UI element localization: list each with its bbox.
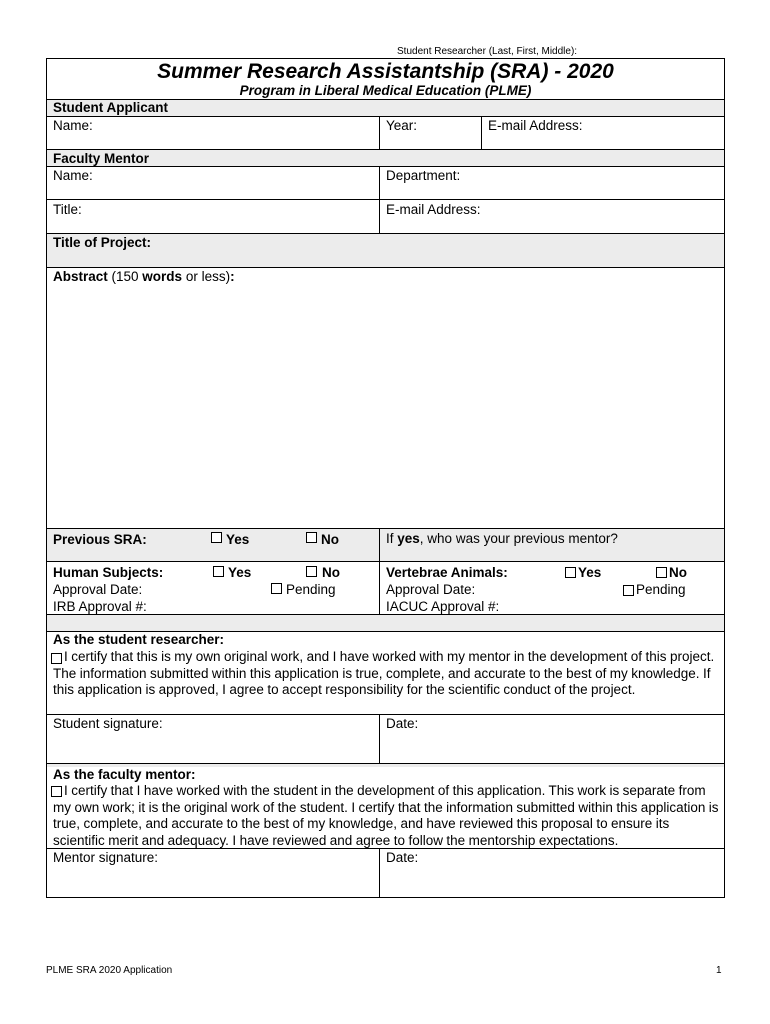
abstract-end: or less) — [182, 269, 231, 284]
student-section-heading: Student Applicant — [53, 100, 168, 115]
student-researcher-label: Student Researcher (Last, First, Middle): — [397, 46, 578, 57]
mentor-signature-label: Mentor signature: — [53, 850, 159, 865]
project-title-label: Title of Project: — [53, 235, 152, 250]
footer-left: PLME SRA 2020 Application — [46, 965, 173, 976]
abstract-colon: : — [230, 269, 235, 284]
previous-yes-checkbox[interactable] — [211, 532, 222, 543]
abstract-words: words — [142, 269, 183, 284]
student-cert-heading: As the student researcher: — [53, 632, 225, 647]
mentor-cert-text: I certify that I have worked with the student in the development of this application. This work is separate from my own work; it is the original work of the student. I certify that the information submitted within this application is true, complete, and accurate to the best of my knowledge, and have reviewed this proposal to ensure its scientific merit and adequacy. I have reviewed and agree to follow the mentorship expectations. — [53, 783, 719, 848]
vertebrate-no-checkbox[interactable] — [656, 567, 667, 578]
previous-mentor-question — [386, 531, 618, 547]
student-name-label: Name: — [53, 118, 93, 133]
vertebrate-yes-checkbox[interactable] — [565, 567, 576, 578]
human-no-label: No — [322, 565, 340, 580]
mentor-date-label: Date: — [386, 850, 419, 865]
human-yes-checkbox[interactable] — [213, 566, 224, 577]
vertebrate-approval-date-label: Approval Date: — [386, 582, 476, 597]
previous-yes-label: Yes — [226, 532, 250, 547]
vertebrate-pending-checkbox[interactable] — [623, 585, 634, 596]
question-pre: If — [386, 531, 398, 546]
student-year-label: Year: — [386, 118, 418, 133]
human-pending-label: Pending — [286, 582, 336, 597]
faculty-email-label: E-mail Address: — [386, 202, 481, 217]
abstract-mid: (150 — [107, 269, 143, 284]
human-approval-date-label: Approval Date: — [53, 582, 143, 597]
irb-approval-label: IRB Approval #: — [53, 599, 147, 614]
abstract-bold: Abstract — [53, 269, 108, 284]
faculty-title-label: Title: — [53, 202, 82, 217]
faculty-name-label: Name: — [53, 168, 93, 183]
form-subtitle: Program in Liberal Medical Education (PLME) — [239, 83, 532, 98]
vertebrate-no-label: No — [669, 565, 687, 580]
human-subjects-label: Human Subjects: — [53, 565, 164, 580]
form-title: Summer Research Assistantship (SRA) - 2020 — [157, 60, 614, 83]
faculty-section-heading: Faculty Mentor — [53, 151, 150, 166]
vertebrate-animals-label: Vertebrae Animals: — [386, 565, 508, 580]
question-post: , who was your previous mentor? — [419, 531, 618, 546]
vertebrate-pending-label: Pending — [636, 582, 686, 597]
iacuc-approval-label: IACUC Approval #: — [386, 599, 500, 614]
student-cert-text: I certify that this is my own original work, and I have worked with my mentor in the development of this project. The information submitted within this application is true, complete, and accurate to the best of my knowledge. If this application is approved, I agree to accept responsibility for the scientific conduct of the project. — [53, 649, 715, 698]
abstract-label — [53, 269, 235, 285]
student-signature-label: Student signature: — [53, 716, 163, 731]
student-email-label: E-mail Address: — [488, 118, 583, 133]
human-yes-label: Yes — [228, 565, 252, 580]
previous-no-checkbox[interactable] — [306, 532, 317, 543]
previous-sra-label: Previous SRA: — [53, 532, 147, 547]
spacer-band — [47, 615, 724, 631]
question-yes: yes — [397, 531, 420, 546]
page-number: 1 — [716, 965, 722, 976]
faculty-department-label: Department: — [386, 168, 461, 183]
previous-no-label: No — [321, 532, 339, 547]
mentor-cert-heading: As the faculty mentor: — [53, 767, 196, 782]
vertebrate-yes-label: Yes — [578, 565, 602, 580]
human-no-checkbox[interactable] — [306, 566, 317, 577]
human-pending-checkbox[interactable] — [271, 583, 282, 594]
student-date-label: Date: — [386, 716, 419, 731]
